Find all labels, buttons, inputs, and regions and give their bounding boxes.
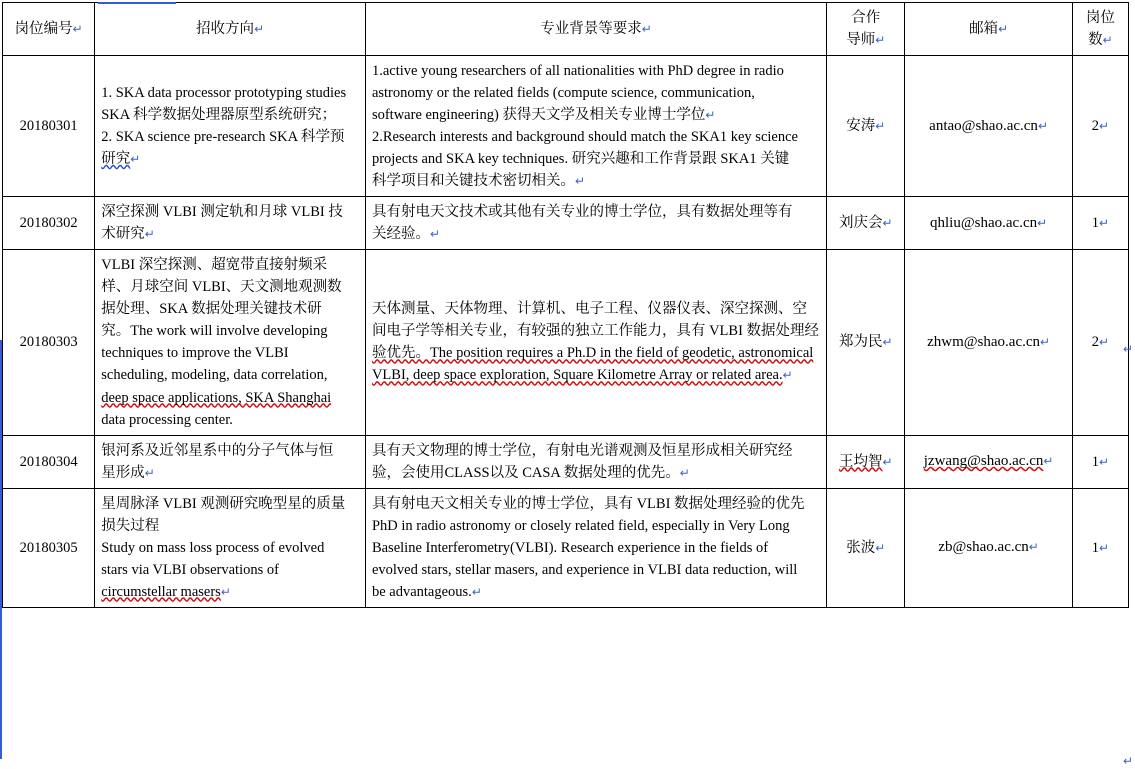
paragraph-mark-icon: ↵ (1099, 335, 1110, 350)
cell-id (3, 56, 95, 197)
direction-line: 术研究 (101, 226, 145, 243)
value-supervisor: 安涛 (846, 118, 876, 135)
cell-count (1072, 488, 1128, 607)
header-label-email: 邮箱 (969, 21, 999, 38)
header-cell-id (3, 3, 95, 56)
cell-count (1072, 197, 1128, 250)
cell-requirement (365, 435, 826, 488)
direction-line: 深空探测 VLBI 测定轨和月球 VLBI 技 (101, 204, 343, 221)
table-row (3, 197, 1129, 250)
paragraph-mark-icon: ↵ (1102, 33, 1113, 48)
cell-email (905, 435, 1072, 488)
table-header-row (3, 3, 1129, 56)
paragraph-mark-icon: ↵ (782, 368, 793, 383)
requirement-line-wrap (372, 104, 820, 126)
direction-line: 损失过程 (101, 517, 160, 534)
direction-line: scheduling, modeling, data correlation, (101, 367, 328, 384)
value-id: 20180302 (19, 215, 78, 232)
cell-email (905, 56, 1072, 197)
header-cell-supervisor (827, 3, 905, 56)
paragraph-mark-icon: ↵ (1037, 215, 1048, 230)
paragraph-mark-icon: ↵ (1099, 540, 1110, 555)
header-cell-count (1072, 3, 1128, 56)
direction-line-wrap (101, 462, 359, 484)
value-count: 1 (1091, 539, 1099, 556)
requirement-line-wrap (372, 581, 820, 603)
direction-line: 2. SKA science pre-research SKA 科学预 (101, 129, 345, 146)
direction-line: VLBI 深空探测、超宽带直接射频采 (101, 257, 328, 274)
header-label-count-line2: 数 (1088, 32, 1103, 49)
cell-id (3, 435, 95, 488)
paragraph-mark-icon: ↵ (130, 152, 141, 167)
header-cell-requirement (365, 3, 826, 56)
recruitment-table (2, 2, 1129, 608)
value-id: 20180303 (19, 334, 78, 351)
left-change-bar (0, 340, 2, 759)
header-cell-email (905, 3, 1072, 56)
direction-line: data processing center. (101, 411, 233, 428)
requirement-line: 具有射电天文技术或其他有关专业的博士学位，具有数据处理等有 (371, 204, 793, 221)
value-email: qhliu@shao.ac.cn (930, 214, 1038, 231)
header-label-supervisor-line2-wrap (833, 29, 898, 51)
paragraph-mark-icon: ↵ (144, 465, 155, 480)
paragraph-mark-icon: ↵ (882, 335, 893, 350)
value-count: 1 (1091, 215, 1099, 232)
cell-direction (95, 197, 366, 250)
paragraph-mark-icon: ↵ (1099, 216, 1110, 231)
paragraph-mark-icon: ↵ (144, 227, 155, 242)
cell-count (1072, 435, 1128, 488)
paragraph-mark-icon: ↵ (220, 584, 231, 599)
direction-line-wrap (101, 581, 359, 603)
table-row (3, 488, 1129, 607)
direction-line: 研究 (101, 151, 131, 168)
cell-direction (95, 435, 366, 488)
direction-line: stars via VLBI observations of (101, 561, 279, 578)
header-label-supervisor-line1: 合作 (851, 10, 881, 26)
cell-direction (95, 488, 366, 607)
requirement-line: software engineering) 获得天文学及相关专业博士学位 (371, 107, 706, 124)
paragraph-mark-icon: ↵ (998, 22, 1009, 37)
requirement-line: 具有天文物理的博士学位，有射电光谱观测及恒星形成相关研究经 (371, 442, 793, 459)
cell-id (3, 197, 95, 250)
direction-line: techniques to improve the VLBI (101, 345, 289, 362)
table-row (3, 56, 1129, 197)
header-label-id: 岗位编号 (14, 21, 73, 38)
cell-direction (95, 56, 366, 197)
paragraph-mark-icon: ↵ (875, 33, 886, 48)
requirement-line: 天体测量、天体物理、计算机、电子工程、仪器仪表、深空探测、空 (371, 301, 807, 318)
cell-email (905, 197, 1072, 250)
cell-supervisor (827, 488, 905, 607)
value-email: zb@shao.ac.cn (938, 539, 1029, 556)
requirement-line-wrap (372, 170, 820, 192)
value-supervisor: 王均智 (838, 453, 883, 470)
table-header (3, 3, 1129, 56)
requirement-line: Baseline Interferometry(VLBI). Research experience in the fields of (371, 539, 769, 556)
direction-line: 星周脉泽 VLBI 观测研究晚型星的质量 (101, 495, 346, 512)
requirement-line: PhD in radio astronomy or closely related field, especially in Very Long (371, 517, 790, 534)
paragraph-mark-icon: ↵ (72, 22, 83, 37)
cell-direction (95, 250, 366, 435)
value-supervisor: 张波 (846, 539, 876, 556)
paragraph-mark-icon: ↵ (875, 540, 886, 555)
table-row (3, 435, 1129, 488)
direction-line: circumstellar masers (101, 583, 221, 600)
paragraph-mark-icon: ↵ (471, 584, 482, 599)
paragraph-mark-icon: ↵ (882, 216, 893, 231)
requirement-line-wrap (372, 342, 820, 364)
value-supervisor: 郑为民 (838, 334, 883, 351)
value-email: antao@shao.ac.cn (929, 117, 1038, 134)
value-supervisor: 刘庆会 (838, 215, 883, 232)
header-cell-direction (95, 3, 366, 56)
requirement-line-wrap (372, 364, 820, 386)
paragraph-mark-icon: ↵ (1043, 454, 1054, 469)
paragraph-mark-icon: ↵ (679, 465, 690, 480)
requirement-line: astronomy or the related fields (compute science, communication, (371, 85, 755, 102)
requirement-line: projects and SKA key techniques. 研究兴趣和工作背景跟 SKA1 关键 (371, 151, 790, 168)
cell-requirement (365, 197, 826, 250)
requirement-line-wrap (372, 462, 820, 484)
paragraph-mark-icon: ↵ (1099, 454, 1110, 469)
direction-line-wrap (101, 409, 359, 431)
direction-line: Study on mass loss process of evolved (101, 539, 325, 556)
requirement-line: 具有射电天文相关专业的博士学位，具有 VLBI 数据处理经验的优先 (371, 495, 805, 512)
direction-line-wrap (101, 223, 359, 245)
value-id: 20180304 (19, 453, 78, 470)
requirement-line-wrap (372, 223, 820, 245)
cell-requirement (365, 488, 826, 607)
direction-line: 据处理、SKA 数据处理关键技术研 (101, 301, 322, 318)
direction-line: 1. SKA data processor prototyping studies (101, 85, 347, 102)
requirement-line: 关经验。 (371, 226, 430, 243)
direction-line: 样、月球空间 VLBI、天文测地观测数 (101, 279, 342, 296)
requirement-line: VLBI, deep space exploration, Square Kilometre Array or related area. (371, 367, 783, 384)
cell-email (905, 250, 1072, 435)
value-count: 2 (1091, 118, 1099, 135)
paragraph-mark-icon: ↵ (641, 22, 652, 37)
direction-line: deep space applications, SKA Shanghai (101, 389, 332, 406)
cell-supervisor (827, 250, 905, 435)
header-label-count-line2-wrap (1079, 29, 1122, 51)
requirement-line: 1.active young researchers of all nationalities with PhD degree in radio (371, 63, 784, 80)
direction-line: 究。The work will involve developing (101, 323, 328, 340)
requirement-line: 验，会使用CLASS以及 CASA 数据处理的优先。 (371, 464, 680, 481)
cell-count (1072, 250, 1128, 435)
paragraph-mark-icon: ↵ (1122, 342, 1133, 356)
header-label-count-line1: 岗位 (1085, 10, 1115, 26)
requirement-line: 2.Research interests and background should match the SKA1 key science (371, 129, 798, 146)
paragraph-mark-icon: ↵ (574, 174, 586, 189)
requirement-line: 验优先。The position requires a Ph.D in the field of geodetic, astronomical (371, 345, 814, 362)
value-count: 1 (1091, 453, 1099, 470)
paragraph-mark-icon: ↵ (1040, 335, 1051, 350)
paragraph-mark-icon: ↵ (882, 454, 893, 469)
direction-line: 星形成 (101, 464, 145, 481)
document-page (0, 2, 1135, 768)
header-label-requirement: 专业背景等要求 (540, 21, 642, 38)
paragraph-mark-icon: ↵ (254, 22, 265, 37)
paragraph-mark-icon: ↵ (875, 119, 886, 134)
direction-line-wrap (101, 387, 359, 409)
value-id: 20180305 (19, 539, 78, 556)
paragraph-mark-icon: ↵ (1037, 118, 1048, 133)
direction-line: SKA 科学数据处理器原型系统研究； (101, 107, 337, 124)
paragraph-mark-icon: ↵ (1122, 754, 1133, 768)
requirement-line: 间电子学等相关专业，有较强的独立工作能力，具有 VLBI 数据处理经 (371, 323, 820, 340)
direction-line-wrap (101, 148, 359, 170)
cell-supervisor (827, 435, 905, 488)
cell-email (905, 488, 1072, 607)
cell-supervisor (827, 197, 905, 250)
cell-supervisor (827, 56, 905, 197)
top-blue-rule (98, 2, 176, 4)
paragraph-mark-icon: ↵ (705, 108, 716, 123)
requirement-line: be advantageous. (371, 583, 472, 600)
cell-id (3, 488, 95, 607)
header-label-direction: 招收方向 (196, 21, 255, 38)
header-label-supervisor-line2: 导师 (846, 32, 876, 49)
direction-line: 银河系及近邻星系中的分子气体与恒 (101, 442, 334, 459)
cell-count (1072, 56, 1128, 197)
cell-id (3, 250, 95, 435)
value-email: jzwang@shao.ac.cn (923, 453, 1044, 470)
paragraph-mark-icon: ↵ (1028, 540, 1039, 555)
paragraph-mark-icon: ↵ (1099, 119, 1110, 134)
paragraph-mark-icon: ↵ (429, 227, 441, 242)
cell-requirement (365, 56, 826, 197)
cell-requirement (365, 250, 826, 435)
value-id: 20180301 (19, 118, 78, 135)
table-body (3, 56, 1129, 608)
table-row (3, 250, 1129, 435)
requirement-line: evolved stars, stellar masers, and experience in VLBI data reduction, will (371, 561, 798, 578)
value-count: 2 (1091, 334, 1099, 351)
requirement-line: 科学项目和关键技术密切相关。 (371, 173, 575, 190)
value-email: zhwm@shao.ac.cn (927, 334, 1041, 351)
